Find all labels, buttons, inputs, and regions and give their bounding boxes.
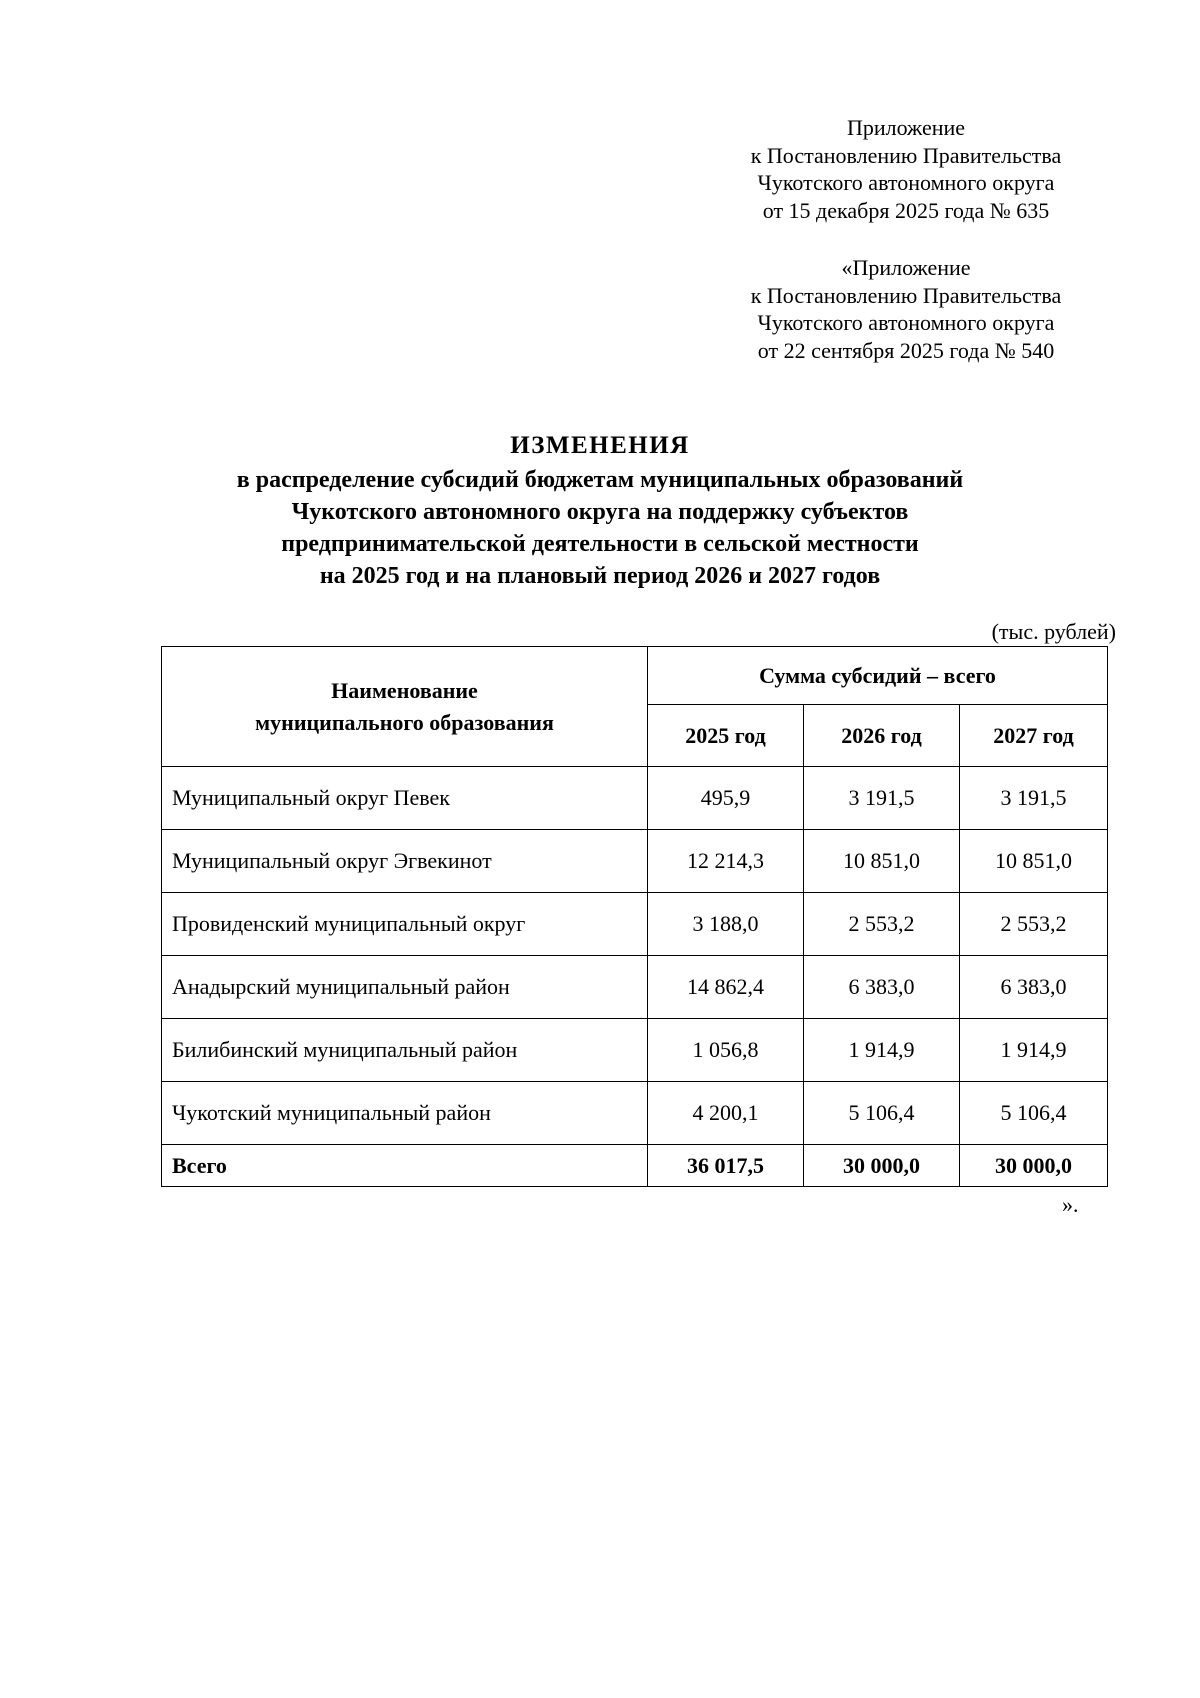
table-row [162, 1019, 1108, 1082]
municipality-name: Билибинский муниципальный район [162, 1019, 648, 1082]
header-year-2027: 2027 год [960, 705, 1108, 767]
appendix-line: от 15 декабря 2025 года № 635 [762, 197, 1050, 223]
municipality-name: Чукотский муниципальный район [162, 1082, 648, 1145]
subtitle-line: предпринимательской деятельности в сельской местности [281, 531, 919, 557]
appendix-line: Чукотского автономного округа [757, 310, 1055, 335]
header-name-line: Наименование [331, 677, 478, 703]
amount-2025: 495,9 [648, 767, 804, 830]
appendix-line: от 22 сентября 2025 года № 540 [757, 337, 1055, 363]
amount-2026: 10 851,0 [804, 830, 960, 893]
document-title: ИЗМЕНЕНИЯ [510, 432, 690, 459]
table-row [162, 767, 1108, 830]
subtitle-line: Чукотского автономного округа на поддержку субъектов [291, 499, 909, 525]
amount-2026: 6 383,0 [804, 956, 960, 1019]
total-2025: 36 017,5 [648, 1145, 804, 1187]
document-subtitle [140, 464, 1060, 592]
amount-2026: 1 914,9 [804, 1019, 960, 1082]
amount-2027: 10 851,0 [960, 830, 1108, 893]
appendix-reference-amended [700, 254, 1112, 364]
unit-label: (тыс. рублей) [991, 619, 1116, 644]
amount-2025: 1 056,8 [648, 1019, 804, 1082]
amount-2027: 6 383,0 [960, 956, 1108, 1019]
header-subsidy-total: Сумма субсидий – всего [648, 647, 1108, 705]
total-2026: 30 000,0 [804, 1145, 960, 1187]
amount-2027: 1 914,9 [960, 1019, 1108, 1082]
amount-2026: 3 191,5 [804, 767, 960, 830]
header-name-line: муниципального образования [255, 709, 554, 735]
table-total-row [162, 1145, 1108, 1187]
amount-2027: 5 106,4 [960, 1082, 1108, 1145]
amount-2025: 12 214,3 [648, 830, 804, 893]
appendix-line: к Постановлению Правительства [750, 142, 1062, 168]
appendix-line: к Постановлению Правительства [750, 282, 1062, 308]
municipality-name: Муниципальный округ Певек [162, 767, 648, 830]
amount-2025: 14 862,4 [648, 956, 804, 1019]
subtitle-line: на 2025 год и на плановый период 2026 и 2027 годов [319, 563, 881, 589]
table-row [162, 1082, 1108, 1145]
table-row [162, 956, 1108, 1019]
header-year-2025: 2025 год [648, 705, 804, 767]
appendix-line: Чукотского автономного округа [757, 170, 1055, 195]
appendix-reference-current [700, 114, 1112, 224]
table-row [162, 830, 1108, 893]
amount-2025: 3 188,0 [648, 893, 804, 956]
amount-2027: 2 553,2 [960, 893, 1108, 956]
appendix-line: «Приложение [841, 255, 971, 280]
subsidy-distribution-table [161, 646, 1108, 1187]
total-2027: 30 000,0 [960, 1145, 1108, 1187]
amount-2026: 5 106,4 [804, 1082, 960, 1145]
amount-2027: 3 191,5 [960, 767, 1108, 830]
header-municipality-name [162, 647, 648, 767]
appendix-line: Приложение [846, 115, 966, 140]
closing-quote-mark: ». [1062, 1192, 1079, 1217]
municipality-name: Муниципальный округ Эгвекинот [162, 830, 648, 893]
municipality-name: Анадырский муниципальный район [162, 956, 648, 1019]
subtitle-line: в распределение субсидий бюджетам муниципальных образований [236, 467, 964, 493]
municipality-name: Провиденский муниципальный округ [162, 893, 648, 956]
amount-2026: 2 553,2 [804, 893, 960, 956]
header-year-2026: 2026 год [804, 705, 960, 767]
amount-2025: 4 200,1 [648, 1082, 804, 1145]
total-label: Всего [162, 1145, 648, 1187]
table-row [162, 893, 1108, 956]
